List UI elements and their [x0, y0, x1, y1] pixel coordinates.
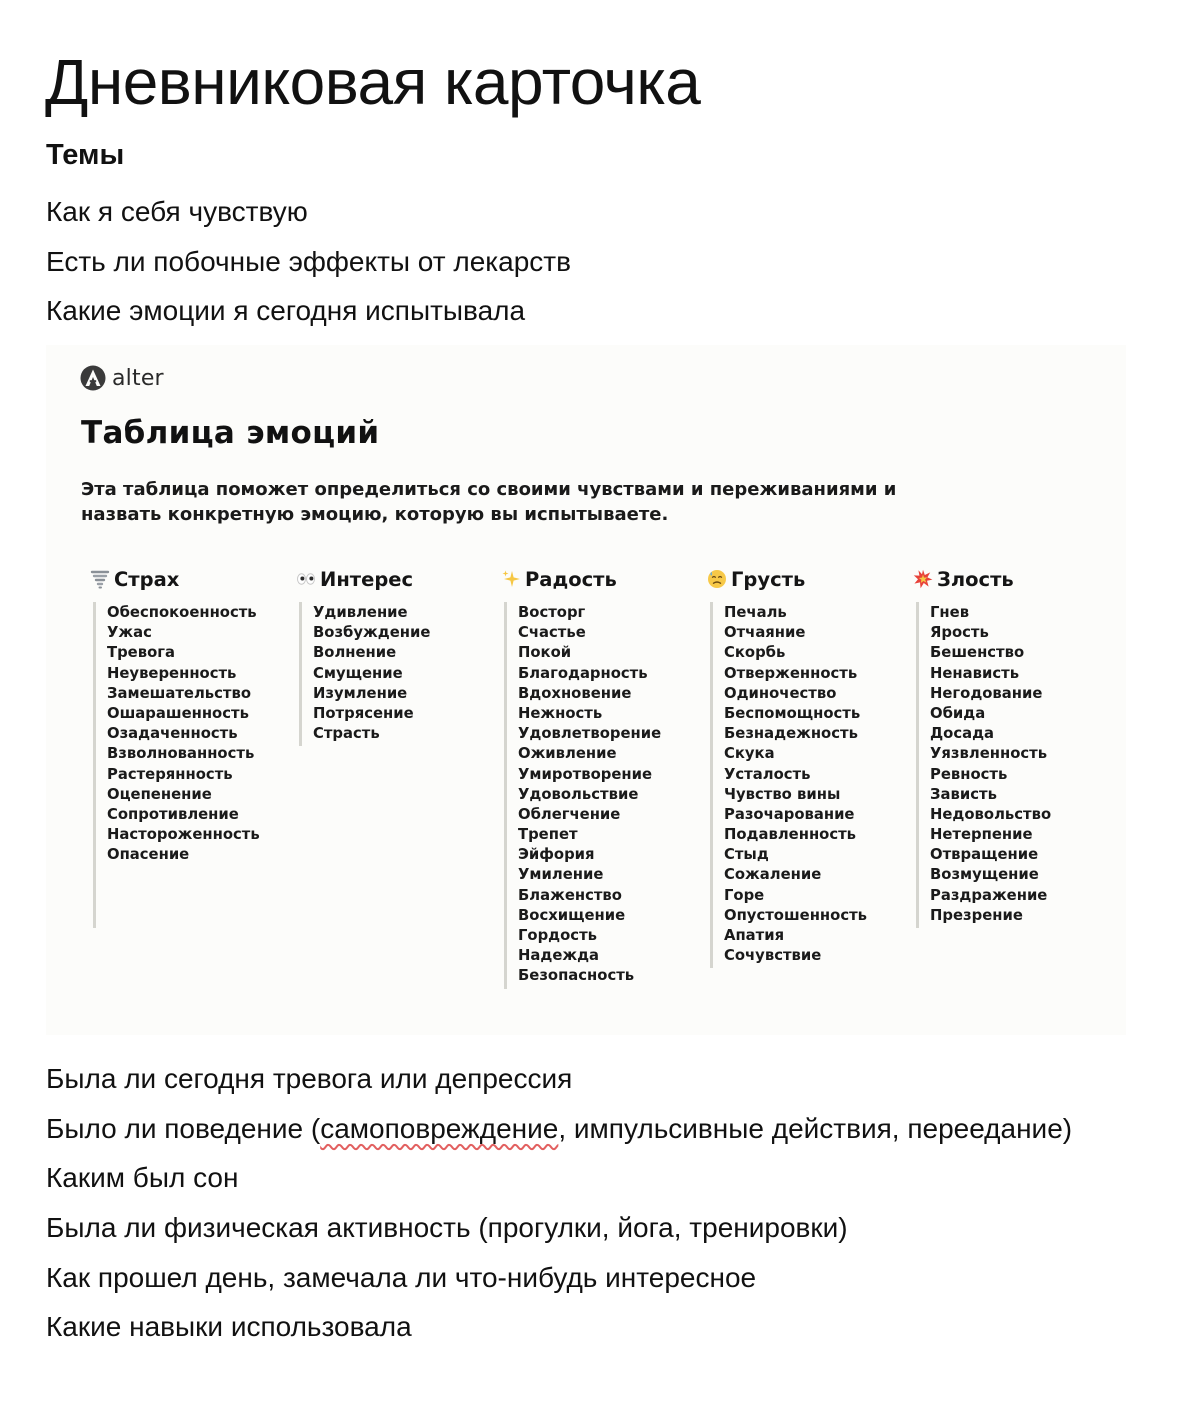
emotion-item: Благодарность [518, 664, 648, 682]
column-body [93, 602, 293, 928]
emotion-item: Ненависть [930, 664, 1020, 682]
emotion-item: Потрясение [313, 704, 414, 722]
topic-text: Была ли физическая активность (прогулки, йога, тренировки) [46, 1212, 848, 1244]
emotion-column-sadness [710, 565, 910, 968]
topic-item [46, 1253, 1072, 1303]
emotion-item: Гордость [518, 927, 598, 944]
column-title: Интерес [320, 567, 414, 591]
emotion-item: Подавленность [724, 826, 857, 844]
emotion-item: Стыд [724, 846, 769, 864]
column-header [501, 565, 704, 593]
emotion-item: Волнение [313, 644, 397, 662]
column-header [90, 565, 293, 593]
sparkles-icon [501, 569, 521, 589]
sad-face-icon [707, 569, 727, 589]
topic-item [46, 1153, 1072, 1203]
topic-item: Какие эмоции я сегодня испытывала [46, 295, 526, 327]
emotion-item: Вдохновение [518, 684, 632, 702]
emotion-column-interest [299, 565, 499, 746]
emotion-item: Презрение [930, 906, 1023, 924]
tornado-icon [90, 569, 110, 589]
emotion-item: Покой [518, 644, 572, 662]
emotion-item: Уязвленность [930, 745, 1048, 763]
spellcheck-flagged-word[interactable]: самоповреждение [320, 1112, 559, 1144]
emotion-item: Беспомощность [724, 704, 861, 722]
column-title: Грусть [731, 567, 806, 591]
topic-text: Было ли поведение ( [46, 1112, 321, 1144]
emotion-item: Взволнованность [107, 745, 255, 763]
emotion-item: Досада [930, 725, 995, 743]
emotion-item: Оживление [518, 745, 617, 763]
emotion-item: Сопротивление [107, 805, 239, 823]
column-title: Злость [937, 567, 1014, 591]
emotion-item: Опустошенность [724, 906, 868, 924]
column-title: Радость [525, 567, 617, 591]
topic-text: Была ли сегодня тревога или депрессия [46, 1063, 573, 1094]
emotion-column-joy [504, 565, 704, 989]
emotion-item: Замешательство [107, 684, 252, 702]
emotion-item: Страсть [313, 725, 380, 743]
emotion-item: Бешенство [930, 644, 1025, 662]
section-heading-topics: Темы [46, 139, 125, 171]
emotion-item: Ревность [930, 765, 1008, 783]
emotion-item: Негодование [930, 684, 1043, 702]
column-header [707, 565, 910, 593]
topic-text: Какие навыки использовала [46, 1311, 412, 1343]
emotion-item: Смущение [313, 664, 403, 682]
topic-text: Как прошел день, замечала ли что-нибудь интересное [46, 1261, 757, 1293]
column-body [504, 602, 704, 989]
topic-list-after-table [46, 1054, 1072, 1352]
emotion-item: Удивление [313, 604, 408, 621]
topic-item [46, 1203, 1072, 1253]
topic-list-before-table [46, 187, 571, 336]
emotion-list [724, 603, 910, 966]
emotion-item: Озадаченность [107, 725, 238, 743]
emotion-item: Апатия [724, 927, 785, 944]
emotion-item: Безнадежность [724, 725, 858, 743]
emotion-item: Обида [930, 704, 986, 722]
topic-item: Есть ли побочные эффекты от лекарств [46, 245, 571, 277]
emotion-item: Скука [724, 745, 775, 763]
column-title: Страх [114, 567, 180, 591]
emotion-item: Печаль [724, 604, 787, 621]
anger-burst-icon [913, 569, 933, 589]
topic-text: Каким был сон [46, 1162, 239, 1194]
emotion-item: Нежность [518, 704, 603, 722]
emotion-item-spacer [107, 865, 293, 885]
emotion-item: Блаженство [518, 886, 622, 904]
emotion-list [107, 603, 293, 926]
emotion-item: Тревога [107, 644, 175, 662]
emotion-item: Оцепенение [107, 785, 212, 803]
emotion-table-image [46, 345, 1126, 1035]
emotion-item: Восхищение [518, 906, 626, 924]
emotion-item: Сочувствие [724, 947, 822, 965]
emotion-item: Раздражение [930, 886, 1048, 904]
emotion-column-anger [916, 565, 1116, 928]
emotion-list [518, 603, 704, 987]
topic-item [46, 1104, 1072, 1154]
emotion-list [930, 603, 1116, 926]
emotion-item: Чувство вины [724, 785, 841, 803]
topic-item: Как я себя чувствую [46, 196, 308, 227]
emotion-item: Облегчение [518, 805, 621, 823]
emotion-item: Ошарашенность [107, 704, 249, 722]
emotion-item: Усталость [724, 765, 811, 783]
emotion-item: Возмущение [930, 866, 1039, 884]
emotion-item: Одиночество [724, 684, 837, 702]
page-title: Дневниковая карточка [45, 46, 701, 118]
emotion-item: Опасение [107, 846, 190, 864]
eyes-icon [296, 569, 316, 589]
emotion-item: Удовлетворение [518, 725, 662, 743]
alter-logo-icon [80, 365, 106, 391]
topic-item [46, 1054, 1072, 1104]
emotion-item: Настороженность [107, 826, 260, 844]
emotion-item: Отчаяние [724, 624, 806, 642]
emotion-item: Трепет [518, 826, 578, 844]
column-header [296, 565, 499, 593]
emotion-item: Удовольствие [518, 785, 639, 803]
emotion-item: Нетерпение [930, 826, 1033, 844]
column-body [710, 602, 910, 968]
emotion-item: Растерянность [107, 765, 233, 783]
emotion-item: Неуверенность [107, 664, 237, 682]
emotion-item: Отверженность [724, 664, 858, 682]
emotion-item: Умиротворение [518, 765, 652, 783]
emotion-item: Отвращение [930, 846, 1039, 864]
emotion-item: Ярость [930, 624, 989, 642]
column-body [299, 602, 499, 746]
emotion-item: Горе [724, 886, 765, 904]
column-header [913, 565, 1116, 593]
brand [80, 365, 164, 391]
emotion-item: Зависть [930, 785, 997, 803]
topic-text: , импульсивные действия, переедание) [558, 1112, 1073, 1144]
emotion-item: Недовольство [930, 805, 1052, 823]
emotion-item: Надежда [518, 947, 600, 965]
emotion-item: Сожаление [724, 866, 822, 884]
emotion-item-spacer [107, 906, 293, 926]
emotion-item: Возбуждение [313, 624, 431, 642]
emotion-list [313, 603, 499, 744]
emotion-item: Обеспокоенность [107, 604, 257, 621]
emotion-item: Безопасность [518, 967, 635, 985]
topic-item [46, 1302, 1072, 1352]
emotion-item: Умиление [518, 866, 604, 884]
emotion-column-fear [93, 565, 293, 928]
brand-name: alter [112, 365, 164, 391]
emotion-item-spacer [107, 886, 293, 906]
emotion-item: Изумление [313, 684, 408, 702]
emotion-item: Восторг [518, 604, 586, 621]
emotion-item: Эйфория [518, 846, 595, 864]
emotion-table-title: Таблица эмоций [81, 415, 380, 451]
emotion-item: Скорбь [724, 644, 786, 662]
emotion-item: Разочарование [724, 805, 855, 823]
emotion-item: Ужас [107, 624, 152, 642]
emotion-item: Счастье [518, 624, 586, 642]
column-body [916, 602, 1116, 928]
emotion-table-description: Эта таблица поможет определиться со своими чувствами и переживаниями и назвать конкретную эмоцию, которую вы испытываете. [81, 479, 897, 525]
emotion-item: Гнев [930, 604, 970, 621]
